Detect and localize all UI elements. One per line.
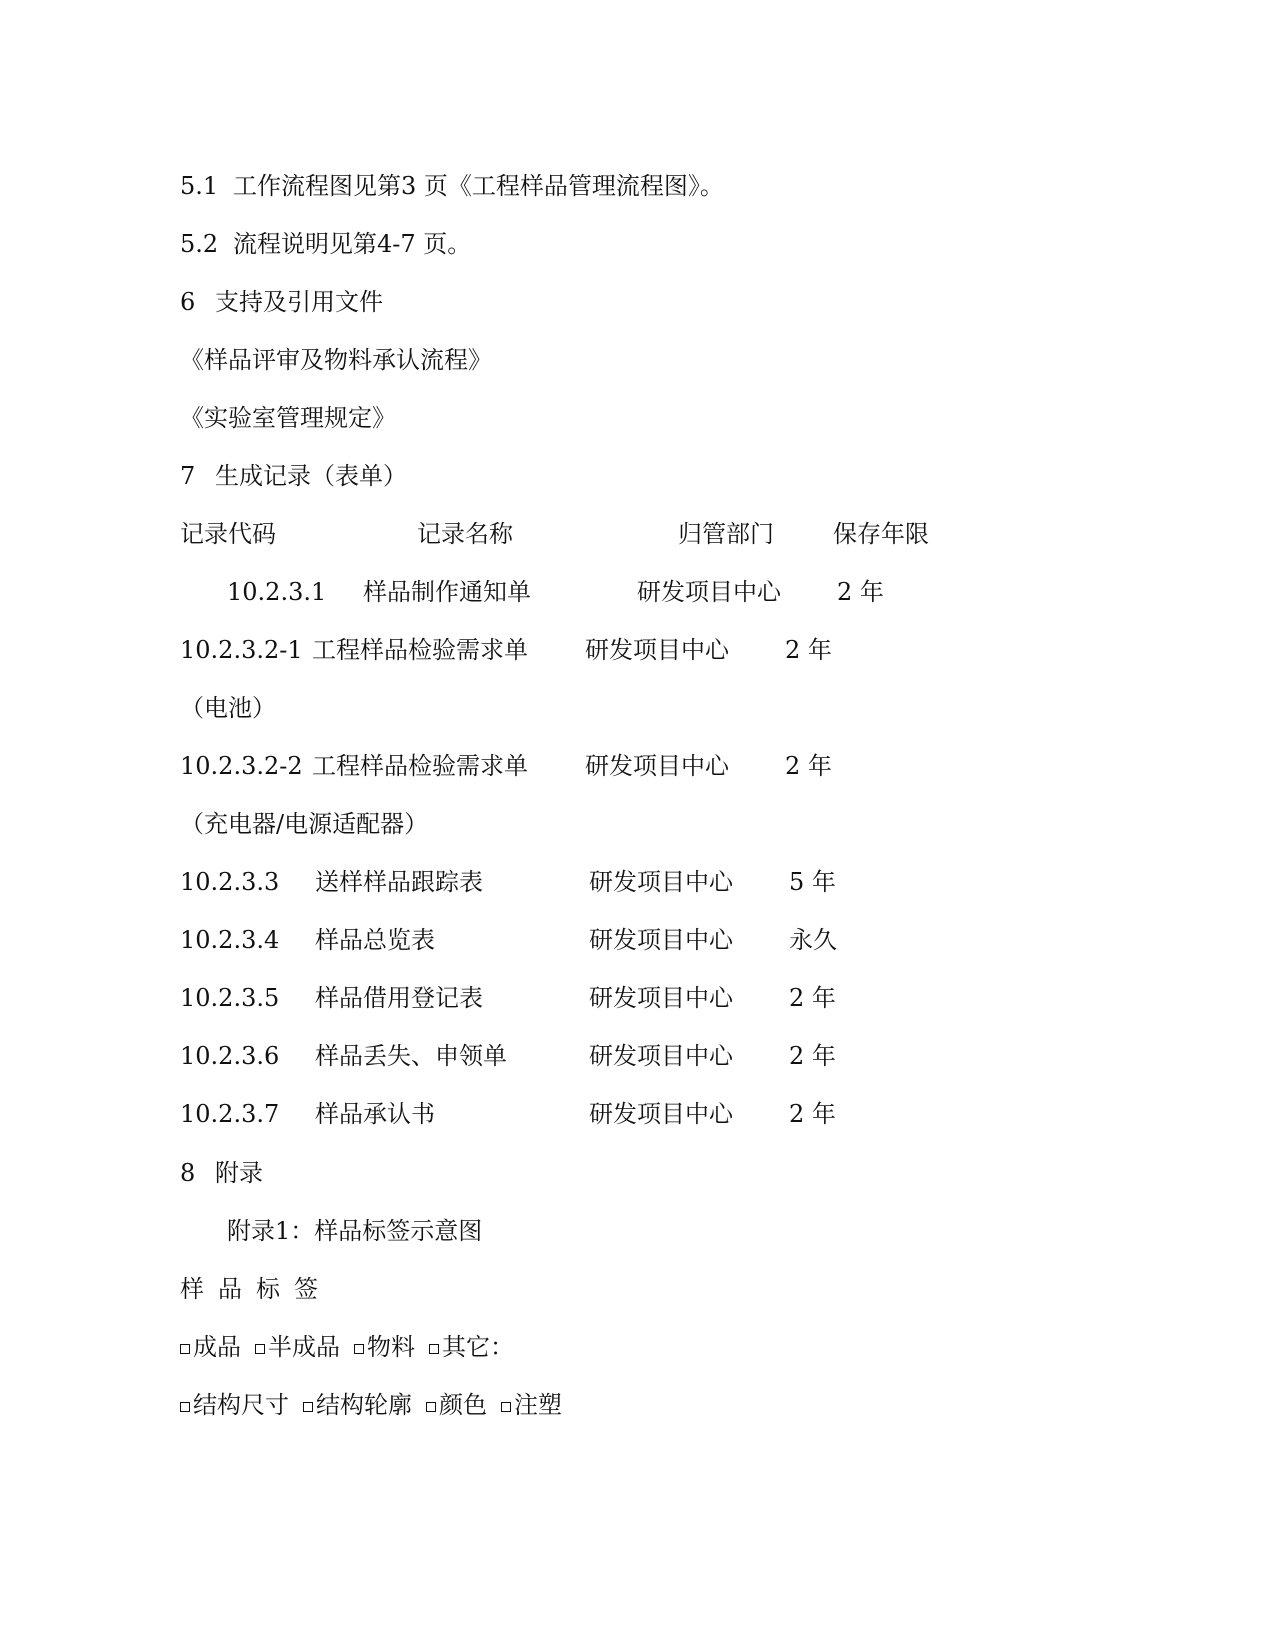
record-department: 研发项目中心 [589,1042,733,1070]
record-code: 10.2.3.7 [180,1100,280,1128]
checkbox-icon [255,1344,265,1354]
section-text: 工作流程图见第3 页《工程样品管理流程图》。 [233,172,724,200]
record-name: 样品丢失、申领单 [315,1042,507,1070]
section-text: 生成记录（表单） [215,462,407,490]
record-code: 10.2.3.1 [227,578,327,606]
option-material: 物料 [354,1332,415,1362]
record-code: 10.2.3.4 [180,926,280,954]
option-finished-product: 成品 [180,1332,241,1362]
record-department: 研发项目中心 [589,926,733,954]
record-department: 研发项目中心 [589,1100,733,1128]
record-note: （电池） [180,694,276,722]
record-code: 10.2.3.5 [180,984,280,1012]
checkbox-icon [501,1402,511,1412]
section-text: 附录 [215,1159,263,1187]
header-retention: 保存年限 [833,520,929,548]
checkbox-icon [354,1344,364,1354]
inspection-item-options [180,1390,576,1420]
record-retention: 2 年 [785,636,832,664]
sample-type-options [180,1332,528,1362]
section-text: 支持及引用文件 [215,288,383,316]
record-retention: 2 年 [789,984,836,1012]
record-retention: 2 年 [789,1100,836,1128]
record-name: 样品总览表 [315,926,435,954]
checkbox-icon [180,1344,190,1354]
record-name: 样品制作通知单 [363,578,531,606]
option-semi-finished: 半成品 [255,1332,340,1362]
option-injection-molding: 注塑 [501,1390,562,1420]
record-code: 10.2.3.6 [180,1042,280,1070]
section-number: 5.1 [180,172,219,200]
checkbox-icon [426,1402,436,1412]
record-code: 10.2.3.2-2 [180,752,303,780]
option-color: 颜色 [426,1390,487,1420]
record-retention: 2 年 [785,752,832,780]
appendix-title: 附录1：样品标签示意图 [227,1217,483,1245]
record-retention: 永久 [789,926,837,954]
record-department: 研发项目中心 [589,984,733,1012]
reference-document: 《样品评审及物料承认流程》 [180,346,492,374]
section-number: 5.2 [180,230,219,258]
header-record-name: 记录名称 [417,520,513,548]
record-retention: 2 年 [789,1042,836,1070]
record-name: 工程样品检验需求单 [312,636,528,664]
section-number: 6 [180,288,196,316]
option-other: 其它： [429,1332,514,1362]
checkbox-icon [303,1402,313,1412]
record-department: 研发项目中心 [585,636,729,664]
header-department: 归管部门 [678,520,774,548]
checkbox-icon [180,1402,190,1412]
reference-document: 《实验室管理规定》 [180,404,396,432]
record-code: 10.2.3.2-1 [180,636,303,664]
record-retention: 5 年 [789,868,836,896]
section-number: 7 [180,462,196,490]
section-number: 8 [180,1159,196,1187]
record-department: 研发项目中心 [585,752,729,780]
record-name: 送样样品跟踪表 [315,868,483,896]
sample-label-title: 样品标签 [180,1275,332,1303]
option-structure-outline: 结构轮廓 [303,1390,412,1420]
record-note: （充电器/电源适配器） [180,810,429,838]
option-structure-size: 结构尺寸 [180,1390,289,1420]
header-record-code: 记录代码 [180,520,276,548]
record-department: 研发项目中心 [637,578,781,606]
record-retention: 2 年 [837,578,884,606]
record-code: 10.2.3.3 [180,868,280,896]
record-department: 研发项目中心 [589,868,733,896]
checkbox-icon [429,1344,439,1354]
record-name: 样品承认书 [315,1100,435,1128]
record-name: 样品借用登记表 [315,984,483,1012]
section-text: 流程说明见第4-7 页。 [233,230,472,258]
record-name: 工程样品检验需求单 [312,752,528,780]
